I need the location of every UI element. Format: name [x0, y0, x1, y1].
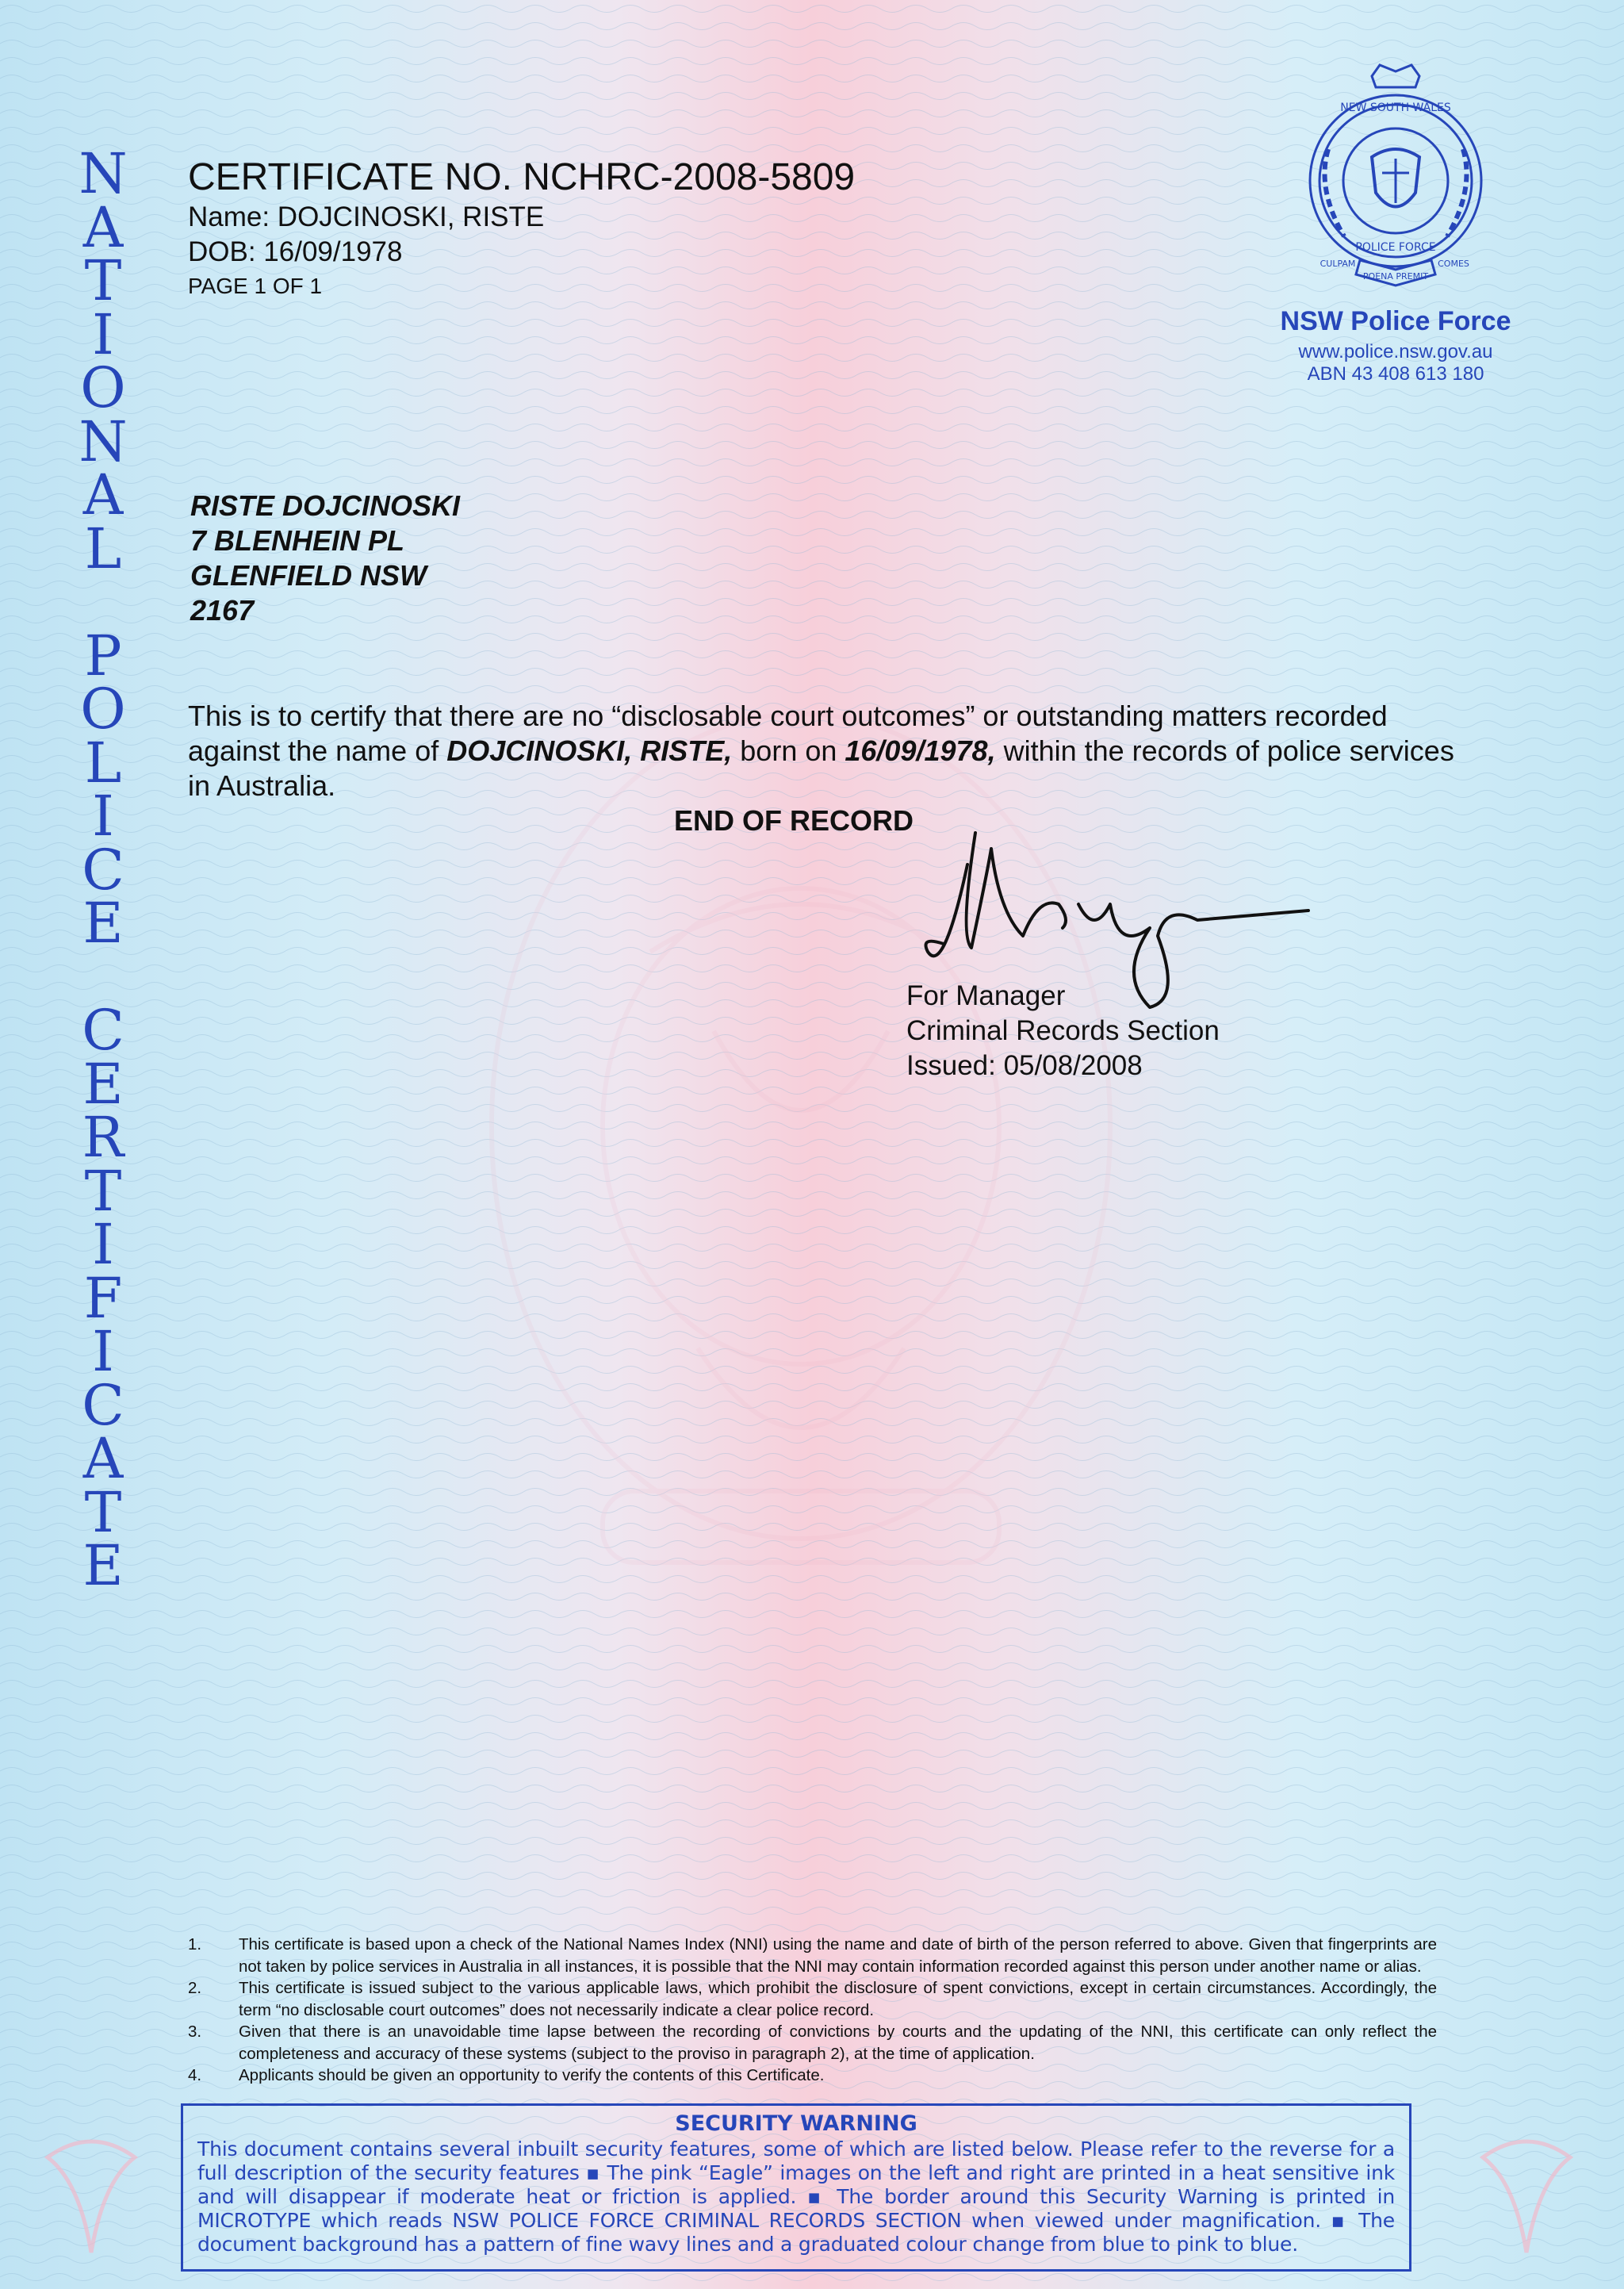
vertical-title-letter: T — [84, 1158, 122, 1224]
footnote-item — [188, 2021, 1437, 2065]
address-line-2: 7 BLENHEIN PL — [190, 524, 405, 557]
vertical-title-letter: C — [82, 837, 124, 903]
footnote-number: 1. — [188, 1935, 202, 1954]
vertical-title-letter: I — [92, 1319, 114, 1384]
footnote-text: Applicants should be given an opportunity to verify the contents of this Certificate. — [239, 2066, 825, 2084]
footnote-item — [188, 2065, 1437, 2087]
eagle-right-icon — [1467, 2126, 1586, 2268]
signatory-section: Criminal Records Section — [906, 1015, 1220, 1046]
org-name: NSW Police Force — [1280, 306, 1511, 336]
security-warning-box — [181, 2103, 1411, 2272]
address-line-3: GLENFIELD NSW — [190, 559, 427, 592]
footnote-number: 2. — [188, 1979, 202, 1997]
vertical-title-letter: A — [82, 462, 124, 527]
vertical-title-letter: E — [82, 891, 124, 956]
holder-dob: DOB: 16/09/1978 — [188, 236, 403, 267]
statement-end: within the records of police services in Australia. — [188, 734, 1454, 802]
vertical-title-letter: T — [84, 1479, 122, 1545]
vertical-title-letter: E — [82, 1533, 124, 1598]
footnote-item — [188, 1977, 1437, 2021]
vertical-title-letter: A — [82, 194, 124, 260]
vertical-title-letter — [63, 951, 143, 1005]
vertical-title-letter: R — [82, 1105, 124, 1170]
security-warning-title: SECURITY WARNING — [675, 2111, 917, 2136]
certificate-number: CERTIFICATE NO. NCHRC-2008-5809 — [188, 156, 856, 198]
vertical-side-title — [63, 141, 143, 1598]
vertical-title-letter: L — [84, 730, 122, 796]
vertical-title-letter: T — [84, 248, 122, 313]
vertical-title-letter: P — [84, 623, 122, 688]
vertical-title-letter: C — [82, 1372, 124, 1438]
vertical-title-letter: N — [79, 408, 128, 474]
address-line-1: RISTE DOJCINOSKI — [190, 489, 461, 522]
security-warning-text: This document contains several inbuilt security features, some of which are listed below. Please refer to the reverse for a full description of the security features ▪ The pink “Eagle” images on the left and right are printed in a heat sensitive ink and will disappear if moderate heat or friction is applied. ▪ The border around this Security Warning is printed in MICROTYPE which reads NSW POLICE FORCE CRIMINAL RECORDS SECTION when viewed under magnification. ▪ The document background has a pattern of fine wavy lines and a graduated colour change from blue to pink to blue. — [197, 2138, 1395, 2256]
footnote-item — [188, 1934, 1437, 1977]
org-abn: ABN 43 408 613 180 — [1307, 363, 1484, 385]
vertical-title-letter: N — [79, 141, 128, 206]
footnote-text: This certificate is based upon a check of the National Names Index (NNI) using the name and date of birth of the person referred to above. Given that fingerprints are not taken by police services in Australia in all instances, it is possible that the NNI may contain information recorded against this person under another name or alias. — [239, 1935, 1437, 1976]
vertical-title-letter: O — [80, 677, 126, 742]
nsw-police-crest-icon — [1297, 62, 1495, 308]
footnotes — [188, 1934, 1437, 2087]
vertical-title-letter: L — [84, 516, 122, 581]
crest-text-mid: POLICE FORCE — [1355, 241, 1436, 254]
statement-start: This is to certify that there are no “disclosable court outcomes” or outstanding matters recorded against the name of — [188, 700, 1388, 767]
crest-text-top: NEW SOUTH WALES — [1340, 102, 1451, 114]
footnote-number: 3. — [188, 2023, 202, 2041]
statement-name: DOJCINOSKI, RISTE, — [446, 734, 733, 767]
vertical-title-letter: A — [82, 1426, 124, 1491]
crest-motto: POENA PREMIT — [1362, 271, 1429, 282]
crest-text-left: CULPAM — [1320, 259, 1356, 269]
footnote-text: This certificate is issued subject to the various applicable laws, which prohibit the disclosure of spent convictions, except in certain circumstances. Accordingly, the term “no disclosable court outcomes” does not necessarily indicate a clear police record. — [239, 1979, 1437, 2019]
recipient-address — [190, 489, 460, 628]
eagle-left-icon — [32, 2126, 151, 2268]
vertical-title-letter: I — [92, 301, 114, 367]
certification-statement — [188, 699, 1457, 803]
end-of-record: END OF RECORD — [674, 804, 914, 837]
crest-text-right: COMES — [1438, 259, 1469, 269]
page-count: PAGE 1 OF 1 — [188, 274, 323, 298]
vertical-title-letter: I — [92, 784, 114, 849]
vertical-title-letter: C — [82, 998, 124, 1063]
vertical-title-letter: I — [92, 1212, 114, 1277]
statement-dob: 16/09/1978, — [845, 734, 996, 767]
address-line-4: 2167 — [190, 594, 255, 627]
vertical-title-letter — [63, 576, 143, 630]
issue-date: Issued: 05/08/2008 — [906, 1050, 1143, 1081]
footnote-number: 4. — [188, 2066, 202, 2084]
vertical-title-letter: O — [80, 355, 126, 420]
vertical-title-letter: F — [83, 1265, 123, 1331]
signature-block — [906, 979, 1220, 1083]
footnote-text: Given that there is an unavoidable time lapse between the recording of convictions by courts and the updating of the NNI, this certificate can only reflect the completeness and accuracy of these systems (subject to the proviso in paragraph 2), at the time of application. — [239, 2023, 1437, 2063]
holder-name: Name: DOJCINOSKI, RISTE — [188, 201, 545, 232]
statement-born-on: born on — [732, 734, 845, 767]
org-website: www.police.nsw.gov.au — [1298, 341, 1493, 362]
signatory-role: For Manager — [906, 980, 1066, 1011]
vertical-title-letter: E — [82, 1051, 124, 1117]
